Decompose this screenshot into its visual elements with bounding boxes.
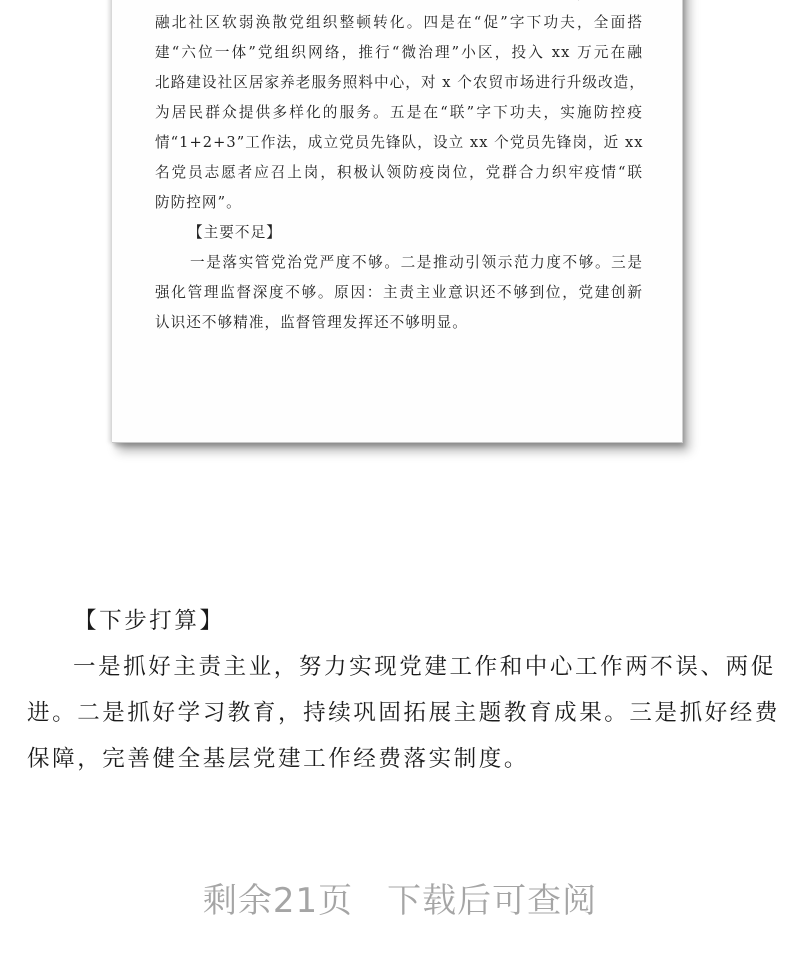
- remaining-pages-label: 剩余21页: [202, 881, 354, 921]
- body-text-line: 一是抓好主责主业，努力实现党建工作和中心工作两不误、两促: [73, 654, 776, 680]
- preview-page-body: [155, 0, 643, 338]
- page-text-line: 强化管理监督深度不够。原因：主责主业意识还不够到位，党建创新: [155, 284, 643, 301]
- download-prompt[interactable]: [0, 876, 800, 926]
- page-text-line: 北路建设社区居家养老服务照料中心，对 x 个农贸市场进行升级改造，: [155, 74, 645, 91]
- page-text-line: 认识还不够精准，监督管理发挥还不够明显。: [155, 314, 468, 331]
- page-text-line: 建“六位一体”党组织网络，推行“微治理”小区，投入 xx 万元在融: [155, 44, 643, 61]
- page-text-line: 名党员志愿者应召上岗，积极认领防疫岗位，党群合力织牢疫情“联: [155, 164, 643, 181]
- page-text-line: 一是落实管党治党严度不够。二是推动引领示范力度不够。三是: [190, 254, 643, 271]
- section-heading-shortcomings: 【主要不足】: [188, 224, 282, 241]
- page-text-line: 为居民群众提供多样化的服务。五是在“联”字下功夫，实施防控疫: [155, 104, 643, 121]
- page-text-line: 融北社区软弱涣散党组织整顿转化。四是在“促”字下功夫，全面搭: [155, 14, 643, 31]
- page-text-line: 防防控网”。: [155, 194, 242, 211]
- next-steps-section: [27, 598, 781, 782]
- body-text-line: 进。二是抓好学习教育，持续巩固拓展主题教育成果。三是抓好经费: [27, 700, 781, 726]
- page-text-line: 情“1+2+3”工作法，成立党员先锋队，设立 xx 个党员先锋岗，近 xx: [155, 134, 644, 151]
- page-text-line: [155, 0, 643, 8]
- preview-page: [112, 0, 683, 443]
- section-heading-next-steps: 【下步打算】: [74, 608, 225, 634]
- download-to-view-label: 下载后可查阅: [387, 881, 598, 921]
- body-text-line: 保障，完善健全基层党建工作经费落实制度。: [27, 746, 530, 772]
